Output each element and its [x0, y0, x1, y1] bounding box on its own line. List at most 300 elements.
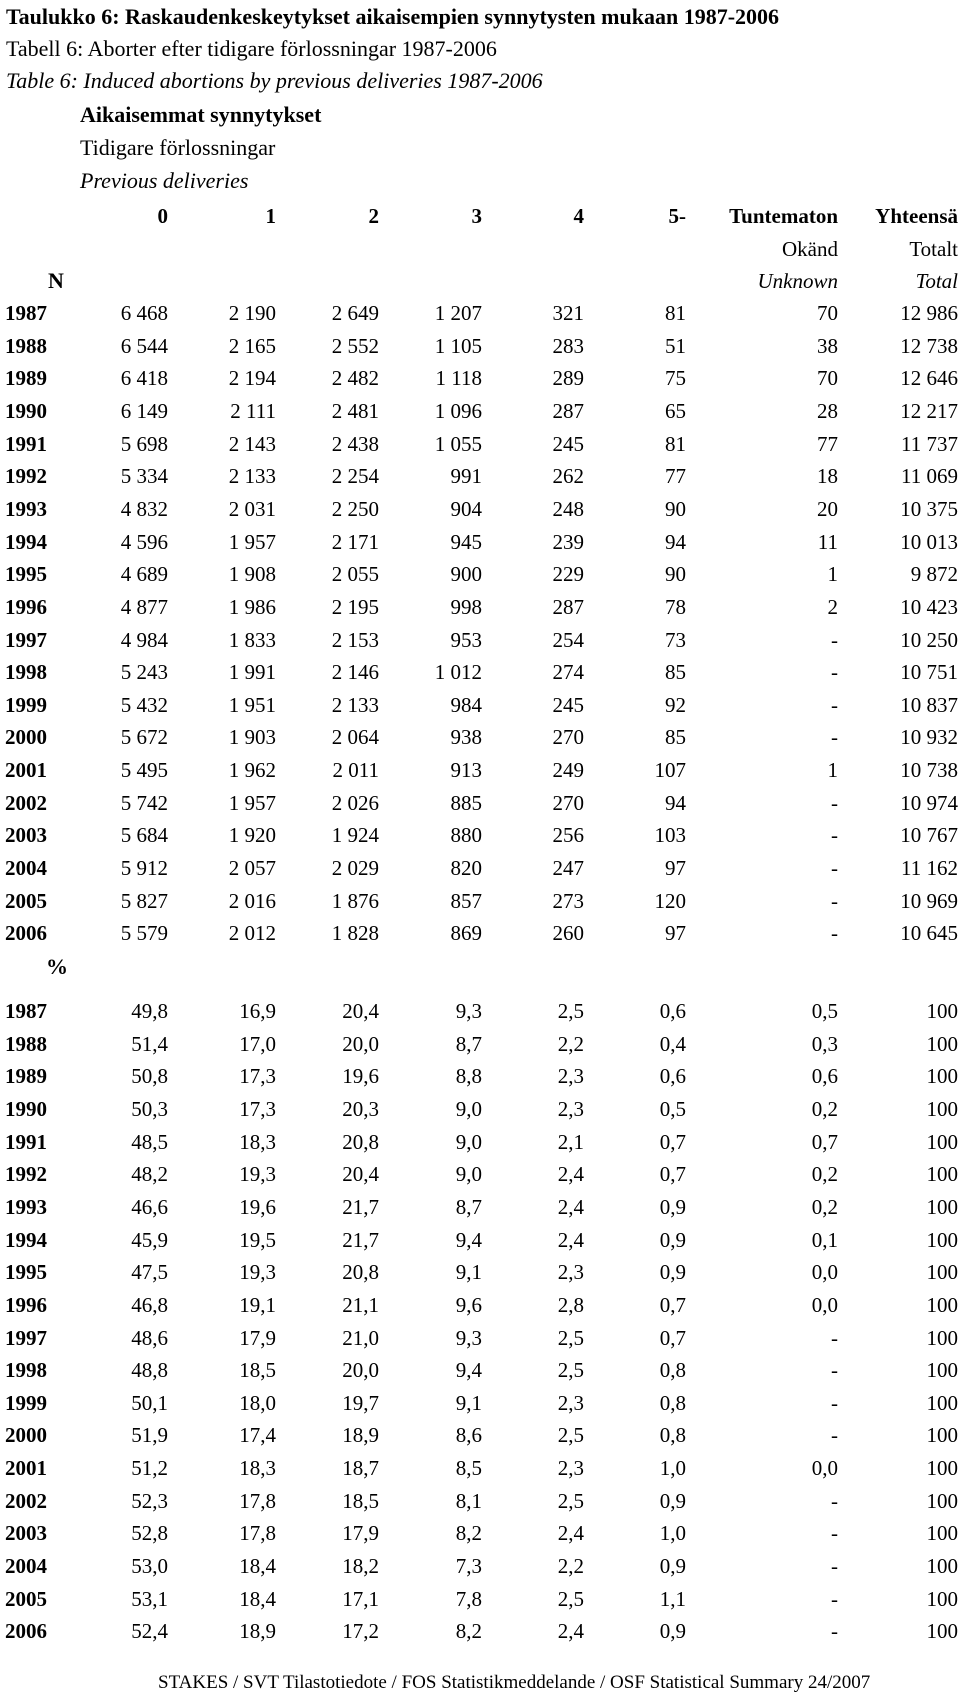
- table-cell: 2 171: [331, 529, 379, 554]
- row-year: 1999: [5, 692, 47, 717]
- table-cell: 20,4: [342, 1162, 379, 1187]
- table-cell: 85: [665, 725, 686, 750]
- table-cell: 249: [552, 758, 584, 783]
- row-year: 2002: [5, 1488, 47, 1513]
- table-cell: 2,4: [557, 1619, 584, 1644]
- table-cell: 48,5: [131, 1129, 168, 1154]
- table-cell: 6 468: [120, 301, 168, 325]
- table-cell: 2 153: [331, 627, 379, 652]
- table-cell: 94: [665, 790, 686, 815]
- table-cell: 885: [450, 790, 482, 815]
- table-cell: 10 013: [900, 529, 958, 554]
- table-cell: 1 957: [228, 790, 276, 815]
- table-cell: 100: [926, 1325, 958, 1350]
- table-cell: 52,8: [131, 1521, 168, 1546]
- table-cell: 21,0: [342, 1325, 379, 1350]
- table-cell: -: [831, 856, 838, 881]
- table-cell: 5 827: [120, 888, 168, 913]
- table-cell: 8,1: [455, 1488, 482, 1513]
- column-header: 5-: [668, 204, 686, 228]
- table-cell: 2,2: [557, 1031, 584, 1056]
- column-header: Total: [915, 269, 958, 293]
- table-cell: 0,4: [659, 1031, 686, 1056]
- table-row: [0, 1584, 960, 1614]
- row-year: 2005: [5, 888, 47, 913]
- table-cell: 1 118: [435, 366, 482, 391]
- table-cell: 1 828: [331, 921, 379, 946]
- column-header-row: [0, 201, 960, 231]
- table-cell: 5 742: [120, 790, 168, 815]
- table-cell: 19,1: [239, 1292, 276, 1317]
- table-cell: 17,9: [239, 1325, 276, 1350]
- table-row: [0, 1551, 960, 1581]
- table-cell: 77: [665, 464, 686, 489]
- table-cell: 0,7: [659, 1292, 686, 1317]
- table-cell: 0,5: [659, 1096, 686, 1121]
- table-cell: 10 837: [900, 692, 958, 717]
- table-cell: 17,4: [239, 1423, 276, 1448]
- table-cell: -: [831, 660, 838, 685]
- table-cell: 53,1: [131, 1586, 168, 1611]
- table-cell: 8,7: [455, 1194, 482, 1219]
- table-cell: 18,3: [239, 1456, 276, 1481]
- table-cell: 0,9: [659, 1554, 686, 1579]
- table-cell: 100: [926, 1358, 958, 1383]
- table-cell: 953: [450, 627, 482, 652]
- column-header: Yhteensä: [875, 204, 958, 228]
- table-row: [0, 1290, 960, 1320]
- table-cell: -: [831, 627, 838, 652]
- table-cell: 100: [926, 1227, 958, 1252]
- table-cell: 11 737: [901, 431, 958, 456]
- table-cell: 0,0: [811, 1260, 838, 1285]
- table-cell: 260: [552, 921, 584, 946]
- table-row: [0, 592, 960, 622]
- table-cell: 287: [552, 594, 584, 619]
- table-cell: 0,8: [659, 1358, 686, 1383]
- table-cell: 248: [552, 496, 584, 521]
- table-cell: 10 250: [900, 627, 958, 652]
- table-cell: 904: [450, 496, 482, 521]
- table-cell: 73: [665, 627, 686, 652]
- table-cell: 1 908: [228, 562, 276, 587]
- table-cell: 991: [450, 464, 482, 489]
- table-cell: 8,2: [455, 1619, 482, 1644]
- table-title-sv: Tabell 6: Aborter efter tidigare förlossningar 1987-2006: [6, 36, 497, 61]
- table-cell: 100: [926, 1064, 958, 1089]
- table-cell: 5 684: [120, 823, 168, 848]
- table-cell: 100: [926, 1260, 958, 1285]
- table-row: [0, 1029, 960, 1059]
- table-cell: 20,3: [342, 1096, 379, 1121]
- footer-source: STAKES / SVT Tilastotiedote / FOS Statistikmeddelande / OSF Statistical Summary 24/2007: [158, 1672, 871, 1693]
- table-cell: 100: [926, 1423, 958, 1448]
- table-row: [0, 722, 960, 752]
- table-cell: 0,9: [659, 1619, 686, 1644]
- table-cell: 2 064: [331, 725, 379, 750]
- table-cell: 19,5: [239, 1227, 276, 1252]
- row-year: 2001: [5, 1456, 47, 1481]
- table-cell: 1 991: [228, 660, 276, 685]
- table-cell: 2 165: [228, 333, 276, 358]
- table-cell: 18,0: [239, 1390, 276, 1415]
- table-cell: 2,5: [557, 1358, 584, 1383]
- table-cell: 0,6: [659, 999, 686, 1023]
- table-cell: 21,7: [342, 1194, 379, 1219]
- table-cell: 0,0: [811, 1456, 838, 1481]
- table-cell: 45,9: [131, 1227, 168, 1252]
- table-cell: 820: [450, 856, 482, 881]
- table-cell: 2,2: [557, 1554, 584, 1579]
- row-year: 2003: [5, 1521, 47, 1546]
- table-cell: 20: [817, 496, 838, 521]
- table-title-en: Table 6: Induced abortions by previous deliveries 1987-2006: [6, 68, 543, 93]
- table-cell: 1 962: [228, 758, 276, 783]
- table-cell: 2: [827, 594, 838, 619]
- table-cell: 2,4: [557, 1194, 584, 1219]
- table-cell: 100: [926, 1129, 958, 1154]
- table-cell: 18,2: [342, 1554, 379, 1579]
- row-year: 2000: [5, 1423, 47, 1448]
- section-label-pct: %: [46, 954, 68, 979]
- table-cell: 18,9: [239, 1619, 276, 1644]
- table-cell: 1 986: [228, 594, 276, 619]
- table-cell: 85: [665, 660, 686, 685]
- table-row: [0, 996, 960, 1026]
- table-cell: 1 920: [228, 823, 276, 848]
- table-cell: 100: [926, 1292, 958, 1317]
- table-cell: 2,5: [557, 1325, 584, 1350]
- table-cell: 0,0: [811, 1292, 838, 1317]
- table-cell: 8,5: [455, 1456, 482, 1481]
- row-year: 1987: [5, 999, 47, 1023]
- table-cell: 1 055: [434, 431, 482, 456]
- table-cell: 48,8: [131, 1358, 168, 1383]
- table-cell: 2 190: [228, 301, 276, 325]
- table-cell: 18,4: [239, 1586, 276, 1611]
- table-cell: 20,4: [342, 999, 379, 1023]
- table-cell: 857: [450, 888, 482, 913]
- table-cell: 2 133: [331, 692, 379, 717]
- column-header: 4: [573, 204, 584, 228]
- table-cell: 8,6: [455, 1423, 482, 1448]
- table-cell: 321: [552, 301, 584, 325]
- table-cell: 12 986: [900, 301, 958, 325]
- row-year: 1989: [5, 366, 47, 391]
- column-header: Okänd: [782, 237, 838, 261]
- table-cell: -: [831, 1358, 838, 1383]
- table-cell: 17,3: [239, 1064, 276, 1089]
- table-cell: 2,8: [557, 1292, 584, 1317]
- table-cell: 0,6: [659, 1064, 686, 1089]
- row-year: 2000: [5, 725, 47, 750]
- table-cell: 2 012: [228, 921, 276, 946]
- table-cell: 5 698: [120, 431, 168, 456]
- table-cell: 1: [827, 758, 838, 783]
- table-cell: 2,1: [557, 1129, 584, 1154]
- table-cell: 2 133: [228, 464, 276, 489]
- row-year: 1994: [5, 1227, 47, 1252]
- table-cell: 17,8: [239, 1521, 276, 1546]
- table-cell: 90: [665, 562, 686, 587]
- table-cell: 100: [926, 1586, 958, 1611]
- table-row: [0, 1453, 960, 1483]
- table-cell: 8,2: [455, 1521, 482, 1546]
- table-cell: 70: [817, 366, 838, 391]
- table-cell: 0,9: [659, 1227, 686, 1252]
- table-cell: 2 552: [331, 333, 379, 358]
- row-year: 1994: [5, 529, 47, 554]
- table-cell: 8,7: [455, 1031, 482, 1056]
- table-cell: 2,5: [557, 1488, 584, 1513]
- table-cell: 938: [450, 725, 482, 750]
- table-cell: 262: [552, 464, 584, 489]
- table-cell: -: [831, 1390, 838, 1415]
- table-cell: 0,9: [659, 1488, 686, 1513]
- table-row: [0, 755, 960, 785]
- table-cell: 19,3: [239, 1162, 276, 1187]
- table-cell: 97: [665, 921, 686, 946]
- table-cell: 100: [926, 1162, 958, 1187]
- table-cell: 2,5: [557, 1423, 584, 1448]
- table-cell: 4 596: [120, 529, 168, 554]
- table-row: [0, 527, 960, 557]
- table-row: [0, 657, 960, 687]
- table-cell: 274: [552, 660, 584, 685]
- table-cell: 100: [926, 1096, 958, 1121]
- table-cell: 10 751: [900, 660, 958, 685]
- table-cell: 289: [552, 366, 584, 391]
- table-cell: 2 194: [228, 366, 276, 391]
- table-cell: 10 738: [900, 758, 958, 783]
- table-row: [0, 331, 960, 361]
- table-cell: -: [831, 790, 838, 815]
- table-cell: 19,3: [239, 1260, 276, 1285]
- table-cell: 2,5: [557, 1586, 584, 1611]
- table-cell: 120: [654, 888, 686, 913]
- table-cell: 270: [552, 790, 584, 815]
- section-label-n: N: [48, 268, 64, 293]
- table-cell: 100: [926, 1488, 958, 1513]
- row-year: 1991: [5, 431, 47, 456]
- row-year: 1992: [5, 464, 47, 489]
- table-cell: -: [831, 921, 838, 946]
- table-cell: 17,1: [342, 1586, 379, 1611]
- table-cell: 20,0: [342, 1031, 379, 1056]
- row-year: 1990: [5, 1096, 47, 1121]
- row-year: 2004: [5, 1554, 47, 1579]
- table-cell: 90: [665, 496, 686, 521]
- table-cell: 1,0: [659, 1521, 686, 1546]
- table-cell: 0,5: [811, 999, 838, 1023]
- table-title-fi: Taulukko 6: Raskaudenkeskeytykset aikaisempien synnytysten mukaan 1987-2006: [6, 4, 780, 29]
- table-cell: 12 738: [900, 333, 958, 358]
- table-cell: 28: [817, 398, 838, 423]
- row-year: 1999: [5, 1390, 47, 1415]
- column-header: 1: [265, 204, 276, 228]
- table-cell: 270: [552, 725, 584, 750]
- table-cell: 287: [552, 398, 584, 423]
- table-cell: 5 334: [120, 464, 168, 489]
- row-year: 1998: [5, 1358, 47, 1383]
- table-cell: 51: [665, 333, 686, 358]
- row-year: 2006: [5, 921, 47, 946]
- table-cell: 20,8: [342, 1129, 379, 1154]
- table-row: [0, 1159, 960, 1189]
- table-cell: 100: [926, 1521, 958, 1546]
- table-cell: 998: [450, 594, 482, 619]
- table-cell: 17,9: [342, 1521, 379, 1546]
- table-cell: 1 833: [228, 627, 276, 652]
- table-cell: 2 111: [230, 398, 276, 423]
- row-year: 1996: [5, 1292, 47, 1317]
- table-cell: 2,3: [557, 1096, 584, 1121]
- table-cell: 2 195: [331, 594, 379, 619]
- table-cell: 2 481: [331, 398, 379, 423]
- table-cell: -: [831, 1488, 838, 1513]
- table-row: [0, 1518, 960, 1548]
- table-cell: 245: [552, 692, 584, 717]
- table-cell: 4 877: [120, 594, 168, 619]
- subheader-en: Previous deliveries: [80, 168, 249, 193]
- table-cell: 283: [552, 333, 584, 358]
- table-cell: 12 217: [900, 398, 958, 423]
- table-cell: 880: [450, 823, 482, 848]
- table-cell: -: [831, 1586, 838, 1611]
- row-year: 2002: [5, 790, 47, 815]
- table-cell: 2 026: [331, 790, 379, 815]
- table-cell: 2 055: [331, 562, 379, 587]
- table-cell: 17,2: [342, 1619, 379, 1644]
- table-cell: 2,3: [557, 1260, 584, 1285]
- table-cell: 0,3: [811, 1031, 838, 1056]
- table-cell: 0,1: [811, 1227, 838, 1252]
- row-year: 2005: [5, 1586, 47, 1611]
- table-cell: -: [831, 1619, 838, 1644]
- row-year: 1997: [5, 1325, 47, 1350]
- table-row: [0, 429, 960, 459]
- table-cell: 5 672: [120, 725, 168, 750]
- table-cell: 1 105: [434, 333, 482, 358]
- table-cell: 50,8: [131, 1064, 168, 1089]
- table-cell: 8,8: [455, 1064, 482, 1089]
- table-cell: 5 579: [120, 921, 168, 946]
- table-cell: 256: [552, 823, 584, 848]
- table-cell: 100: [926, 1194, 958, 1219]
- table-cell: 4 984: [120, 627, 168, 652]
- table-cell: 2,3: [557, 1390, 584, 1415]
- table-cell: 12 646: [900, 366, 958, 391]
- table-cell: 100: [926, 999, 958, 1023]
- table-cell: 10 645: [900, 921, 958, 946]
- table-cell: 239: [552, 529, 584, 554]
- table-cell: 10 423: [900, 594, 958, 619]
- table-cell: 49,8: [131, 999, 168, 1023]
- table-row: [0, 1388, 960, 1418]
- table-cell: 0,7: [659, 1325, 686, 1350]
- table-cell: 1 951: [228, 692, 276, 717]
- table-cell: 18: [817, 464, 838, 489]
- row-year: 1987: [5, 301, 47, 325]
- table-cell: 1 924: [331, 823, 379, 848]
- table-row: [0, 559, 960, 589]
- table-cell: 97: [665, 856, 686, 881]
- table-cell: 2,3: [557, 1064, 584, 1089]
- table-cell: 18,9: [342, 1423, 379, 1448]
- table-cell: 10 974: [900, 790, 958, 815]
- table-cell: 2 016: [228, 888, 276, 913]
- table-cell: 229: [552, 562, 584, 587]
- row-year: 2004: [5, 856, 47, 881]
- table-cell: 1,0: [659, 1456, 686, 1481]
- table-cell: 20,8: [342, 1260, 379, 1285]
- table-cell: 16,9: [239, 999, 276, 1023]
- row-year: 1997: [5, 627, 47, 652]
- table-cell: 2,4: [557, 1162, 584, 1187]
- table-cell: 0,2: [811, 1096, 838, 1121]
- table-cell: 2 031: [228, 496, 276, 521]
- table-cell: 11 162: [901, 856, 958, 881]
- table-cell: 9,0: [455, 1162, 482, 1187]
- table-cell: -: [831, 1325, 838, 1350]
- table-row: [0, 1616, 960, 1646]
- table-cell: 18,5: [342, 1488, 379, 1513]
- table-row: [0, 1192, 960, 1222]
- table-row: [0, 1323, 960, 1353]
- table-cell: 92: [665, 692, 686, 717]
- table-cell: 1 903: [228, 725, 276, 750]
- table-cell: 51,4: [131, 1031, 168, 1056]
- table-cell: 9,3: [455, 999, 482, 1023]
- column-header: 2: [368, 204, 379, 228]
- table-cell: 48,6: [131, 1325, 168, 1350]
- table-cell: 9,4: [455, 1358, 482, 1383]
- table-cell: 6 418: [120, 366, 168, 391]
- row-year: 1988: [5, 333, 47, 358]
- table-cell: 52,3: [131, 1488, 168, 1513]
- table-row: [0, 363, 960, 393]
- column-header-row-sv: [0, 234, 960, 264]
- table-cell: 1 207: [434, 301, 482, 325]
- table-cell: -: [831, 1554, 838, 1579]
- row-year: 1996: [5, 594, 47, 619]
- table-row: [0, 1127, 960, 1157]
- column-header: 0: [157, 204, 168, 228]
- row-year: 1998: [5, 660, 47, 685]
- table-cell: 9 872: [910, 562, 958, 587]
- table-cell: 10 375: [900, 496, 958, 521]
- table-cell: 2 057: [228, 856, 276, 881]
- table-cell: 0,6: [811, 1064, 838, 1089]
- table-cell: -: [831, 725, 838, 750]
- table-cell: 9,6: [455, 1292, 482, 1317]
- table-row: [0, 690, 960, 720]
- table-cell: 2 029: [331, 856, 379, 881]
- table-cell: 913: [450, 758, 482, 783]
- table-cell: 10 969: [900, 888, 958, 913]
- table-row: [0, 298, 960, 328]
- table-cell: 2 649: [331, 301, 379, 325]
- table-cell: 18,7: [342, 1456, 379, 1481]
- subheader-sv: Tidigare förlossningar: [80, 135, 276, 160]
- table-cell: 5 432: [120, 692, 168, 717]
- table-cell: 945: [450, 529, 482, 554]
- table-cell: 81: [665, 431, 686, 456]
- row-year: 1993: [5, 496, 47, 521]
- row-year: 1995: [5, 562, 47, 587]
- table-row: [0, 918, 960, 948]
- table-cell: 1,1: [659, 1586, 686, 1611]
